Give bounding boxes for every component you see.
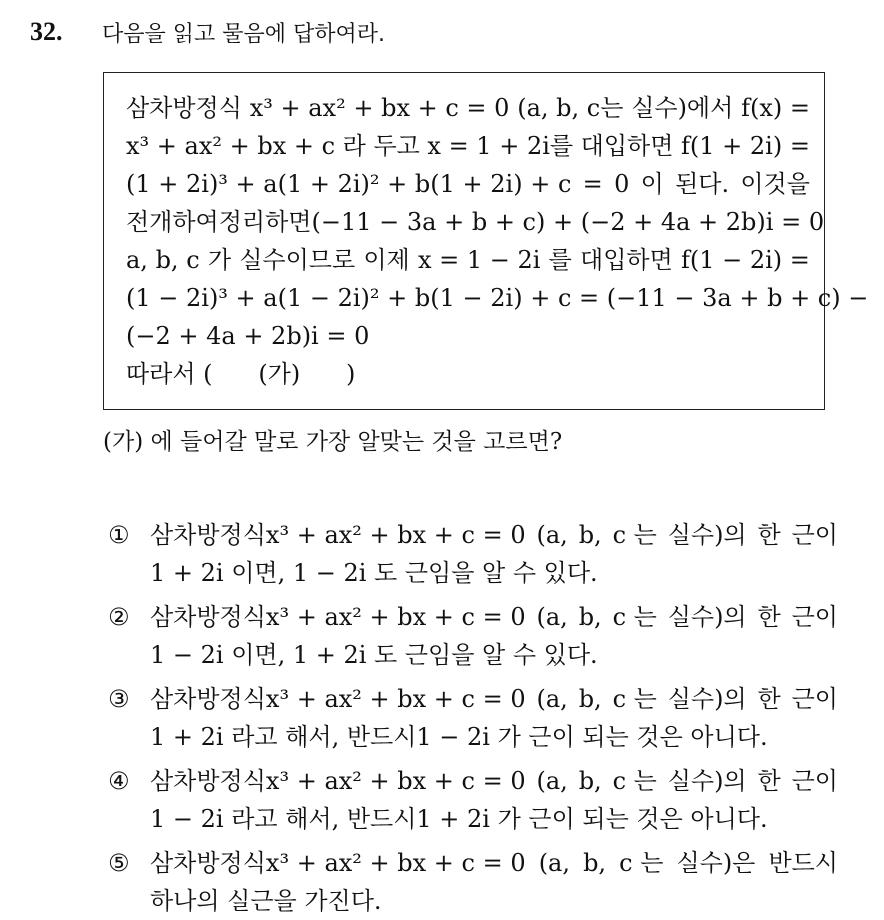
passage-segment: 가 [207, 246, 232, 274]
choice-line-2: 1 − 2i 이면, 1 + 2i 도 근임을 알 수 있다. [150, 641, 598, 669]
passage-segment: (−11 − 3a + b + c) + (−2 + 4a + 2b)i = 0 [311, 208, 825, 236]
choice-segment: 한 [757, 685, 781, 713]
passage-segment: 0 [614, 170, 630, 198]
choice-line-1 [150, 598, 838, 636]
choice-segment: c 는 [612, 685, 657, 713]
choice-segment: b, [578, 603, 602, 631]
passage-segment: x = 1 − 2i [417, 246, 541, 274]
passage-segment: 두고 [373, 132, 420, 160]
choice-2[interactable] [108, 598, 838, 674]
passage-segment: f(x) = [741, 94, 810, 122]
choice-segment: 실수)의 [667, 767, 747, 795]
choice-segment: b, [583, 849, 607, 877]
choice-segment: 삼차방정식x³ + ax² + bx + c = 0 [150, 849, 526, 877]
passage-line [126, 89, 810, 127]
passage-segment: 된다. [675, 170, 730, 198]
choice-segment: 근이 [791, 603, 838, 631]
choice-segment: 삼차방정식x³ + ax² + bx + c = 0 [150, 603, 526, 631]
choice-segment: c 는 [612, 767, 657, 795]
passage-segment: 라 [342, 132, 366, 160]
passage-line [126, 127, 810, 165]
choice-line-2: 1 + 2i 이면, 1 − 2i 도 근임을 알 수 있다. [150, 559, 598, 587]
choice-segment: 한 [757, 603, 781, 631]
choice-segment: (a, [536, 603, 568, 631]
passage-segment: 대입하면 [580, 246, 673, 274]
passage-segment: = [582, 170, 603, 198]
choice-segment: 삼차방정식x³ + ax² + bx + c = 0 [150, 521, 526, 549]
choice-line-1 [150, 680, 838, 718]
passage-segment: f(1 − 2i) = [680, 246, 810, 274]
choice-segment: c 는 [612, 521, 657, 549]
passage-segment: 따라서 ( (가) ) [126, 360, 356, 388]
question-number: 32. [30, 17, 63, 46]
choice-segment: 삼차방정식x³ + ax² + bx + c = 0 [150, 685, 526, 713]
question-instruction: 다음을 읽고 물음에 답하여라. [102, 21, 385, 47]
passage-line [126, 279, 869, 317]
choice-marker: ④ [108, 767, 130, 795]
choice-line-1 [150, 762, 838, 800]
choice-line-2: 1 + 2i 라고 해서, 반드시1 − 2i 가 근이 되는 것은 아니다. [150, 723, 768, 751]
passage-line [126, 203, 825, 241]
passage-segment: a, b, c [126, 246, 200, 274]
passage-segment: 이 [640, 170, 664, 198]
choice-segment: b, [578, 767, 602, 795]
passage-segment: 삼차방정식 [126, 94, 242, 122]
choice-segment: (a, [538, 849, 570, 877]
choice-segment: 근이 [791, 767, 838, 795]
passage-line [126, 241, 810, 279]
passage-segment: (−2 + 4a + 2b)i = 0 [126, 322, 370, 350]
choice-segment: 반드시 [768, 849, 838, 877]
passage-segment: (1 − 2i)³ + a(1 − 2i)² + b(1 − 2i) + c = (−11 − 3a + b + c) − [126, 284, 869, 312]
choice-segment: 삼차방정식x³ + ax² + bx + c = 0 [150, 767, 526, 795]
passage-segment: x = 1 + 2i를 [427, 132, 574, 160]
choice-segment: (a, [536, 767, 568, 795]
choice-segment: c 는 [612, 603, 657, 631]
passage-line [126, 165, 810, 203]
choice-marker: ③ [108, 685, 130, 713]
passage-segment: 실수)에서 [631, 94, 734, 122]
passage-segment: 이제 [363, 246, 410, 274]
choice-line-1 [150, 844, 838, 882]
choice-line-2: 하나의 실근을 가진다. [150, 887, 382, 915]
choice-marker: ⑤ [108, 849, 130, 877]
passage-segment: 를 [548, 246, 572, 274]
choice-marker: ② [108, 603, 130, 631]
choice-segment: (a, [536, 521, 568, 549]
choice-segment: 실수)의 [667, 603, 747, 631]
passage-segment: (1 + 2i)³ + a(1 + 2i)² + b(1 + 2i) + c [126, 170, 572, 198]
choice-line-2: 1 − 2i 라고 해서, 반드시1 + 2i 가 근이 되는 것은 아니다. [150, 805, 768, 833]
choice-5[interactable] [108, 844, 838, 920]
choice-segment: (a, [536, 685, 568, 713]
passage-segment: (a, b, c는 [517, 94, 624, 122]
choice-segment: 실수)의 [667, 521, 747, 549]
question-header [30, 14, 385, 50]
choice-segment: 근이 [791, 521, 838, 549]
choice-marker: ① [108, 521, 130, 549]
passage-segment: 실수이므로 [239, 246, 356, 274]
choice-segment: 실수)은 [676, 849, 756, 877]
choice-line-1 [150, 516, 838, 554]
choice-1[interactable] [108, 516, 838, 592]
passage-segment: 정리하면 [218, 208, 312, 236]
choice-segment: 한 [757, 767, 781, 795]
choice-segment: b, [578, 685, 602, 713]
passage-line [126, 355, 810, 393]
choice-segment: 실수)의 [667, 685, 747, 713]
question-prompt: (가) 에 들어갈 말로 가장 알맞는 것을 고르면? [103, 429, 563, 455]
passage-segment: x³ + ax² + bx + c [126, 132, 336, 160]
passage-segment: x³ + ax² + bx + c = 0 [249, 94, 510, 122]
passage-segment: 이것을 [740, 170, 810, 198]
passage-segment: f(1 + 2i) = [681, 132, 810, 160]
choice-segment: 근이 [791, 685, 838, 713]
passage-segment: 전개하여 [126, 208, 219, 236]
choice-segment: 한 [757, 521, 781, 549]
passage-box [103, 72, 869, 410]
passage-segment: 대입하면 [580, 132, 674, 160]
choice-3[interactable] [108, 680, 838, 756]
choice-segment: c 는 [619, 849, 664, 877]
choice-segment: b, [578, 521, 602, 549]
passage-line [126, 317, 810, 355]
choice-4[interactable] [108, 762, 838, 838]
